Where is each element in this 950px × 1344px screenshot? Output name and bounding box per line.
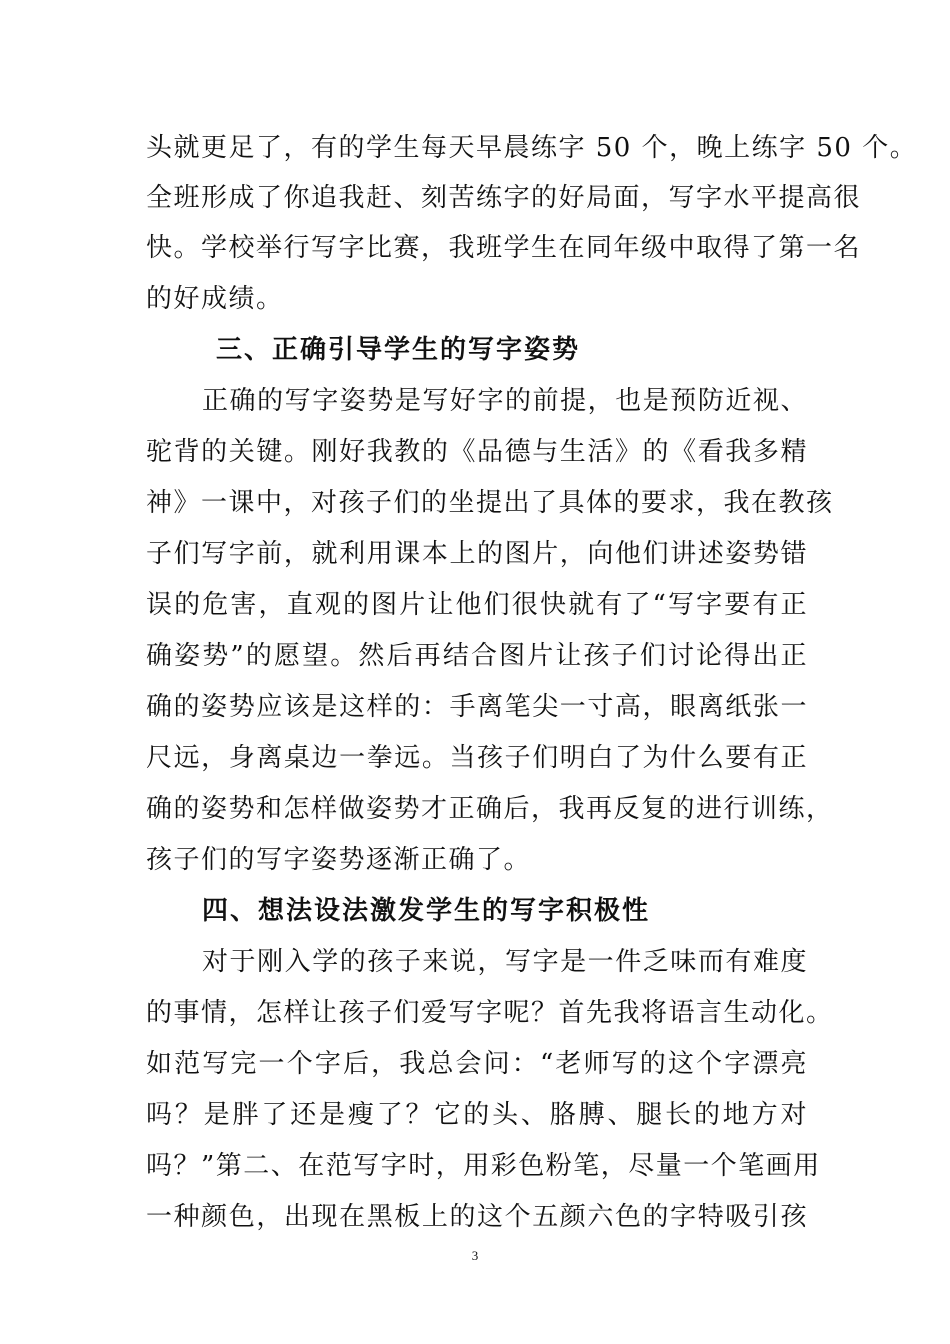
paragraph-line: 正确的写字姿势是写好字的前提，也是预防近视、 (202, 386, 808, 416)
paragraph-line: 如范写完一个字后，我总会问：“老师写的这个字漂亮 (146, 1049, 808, 1079)
paragraph-line: 头就更足了，有的学生每天早晨练字 50 个，晚上练字 50 个。 (146, 133, 918, 163)
paragraph-line: 孩子们的写字姿势逐渐正确了。 (146, 845, 532, 875)
paragraph-line: 的事情，怎样让孩子们爱写字呢？首先我将语言生动化。 (146, 998, 834, 1028)
paragraph-line: 吗？”第二、在范写字时，用彩色粉笔，尽量一个笔画用 (146, 1151, 821, 1181)
section-heading-4: 四、想法设法激发学生的写字积极性 (202, 896, 651, 926)
paragraph-line: 确的姿势和怎样做姿势才正确后，我再反复的进行训练， (146, 794, 834, 824)
paragraph-line: 一种颜色，出现在黑板上的这个五颜六色的字特吸引孩 (146, 1202, 808, 1232)
paragraph-line: 全班形成了你追我赶、刻苦练字的好局面，写字水平提高很 (146, 183, 862, 213)
paragraph-line: 对于刚入学的孩子来说，写字是一件乏味而有难度 (202, 947, 808, 977)
section-heading-3: 三、正确引导学生的写字姿势 (216, 335, 581, 365)
paragraph-line: 驼背的关键。刚好我教的《品德与生活》的《看我多精 (146, 437, 808, 467)
paragraph-line: 子们写字前，就利用课本上的图片，向他们讲述姿势错 (146, 539, 808, 569)
paragraph-line: 确的姿势应该是这样的：手离笔尖一寸高，眼离纸张一 (146, 692, 808, 722)
paragraph-line: 误的危害，直观的图片让他们很快就有了“写字要有正 (146, 590, 808, 620)
paragraph-line: 快。学校举行写字比赛，我班学生在同年级中取得了第一名 (146, 233, 862, 263)
page-number: 3 (471, 1248, 479, 1263)
paragraph-line: 神》一课中，对孩子们的坐提出了具体的要求，我在教孩 (146, 488, 834, 518)
paragraph-line: 的好成绩。 (146, 284, 284, 314)
paragraph-line: 吗？是胖了还是瘦了？它的头、胳膊、腿长的地方对 (146, 1100, 808, 1130)
paragraph-line: 尺远，身离桌边一拳远。当孩子们明白了为什么要有正 (146, 743, 808, 773)
paragraph-line: 确姿势”的愿望。然后再结合图片让孩子们讨论得出正 (146, 641, 808, 671)
